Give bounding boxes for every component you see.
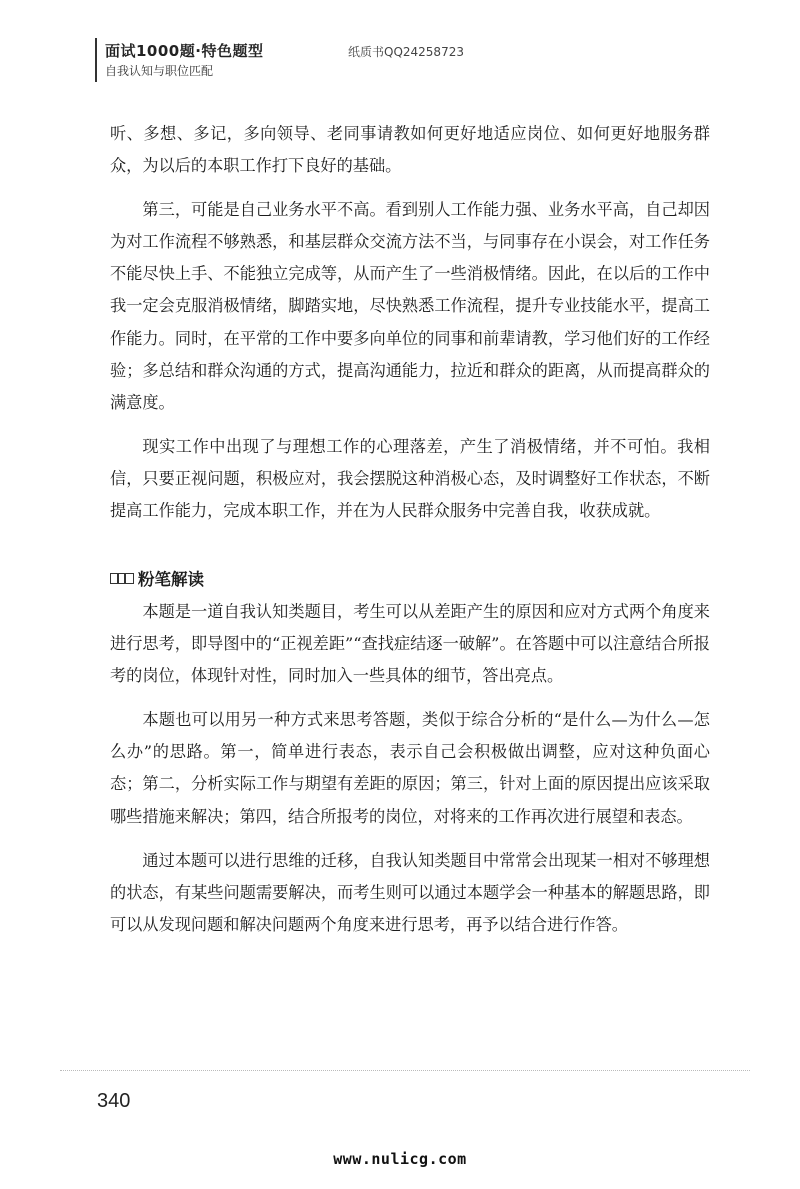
- paragraph: 本题也可以用另一种方式来思考答题，类似于综合分析的“是什么—为什么—怎么办”的思路。第一，简单进行表态，表示自己会积极做出调整，应对这种负面心态；第二，分析实际工作与期望有差距的原因；第三，针对上面的原因提出应该采取哪些措施来解决；第四，结合所报考的岗位，对将来的工作再次进行展望和表态。: [110, 710, 710, 826]
- footer-url: www.nulicg.com: [333, 1150, 467, 1168]
- paragraph: 通过本题可以进行思维的迁移，自我认知类题目中常常会出现某一相对不够理想的状态，有某些问题需要解决，而考生则可以通过本题学会一种基本的解题思路，即可以从发现问题和解决问题两个角度来进行思考，再予以结合进行作答。: [110, 850, 710, 934]
- chapter-title: 自我认知与职位匹配: [105, 64, 214, 78]
- paragraph: 第三，可能是自己业务水平不高。看到别人工作能力强、业务水平高，自己却因为对工作流程不够熟悉，和基层群众交流方法不当，与同事存在小误会，对工作任务不能尽快上手、不能独立完成等，从而产生了一些消极情绪。因此，在以后的工作中我一定会克服消极情绪，脚踏实地，尽快熟悉工作流程，提升专业技能水平，提高工作能力。同时，在平常的工作中要多向单位的同事和前辈请教，学习他们好的工作经验；多总结和群众沟通的方式，提高沟通能力，拉近和群众的距离，从而提高群众的满意度。: [110, 200, 710, 412]
- paragraph: 本题是一道自我认知类题目，考生可以从差距产生的原因和应对方式两个角度来进行思考，即导图中的“正视差距”“查找症结逐一破解”。在答题中可以注意结合所报考的岗位，体现针对性，同时加入一些具体的细节，答出亮点。: [110, 602, 710, 686]
- analysis-heading-label: 粉笔解读: [138, 570, 204, 589]
- paragraph: 现实工作中出现了与理想工作的心理落差，产生了消极情绪，并不可怕。我相信，只要正视问题，积极应对，我会摆脱这种消极心态，及时调整好工作状态，不断提高工作能力，完成本职工作，并在为人民群众服务中完善自我，收获成就。: [110, 436, 710, 521]
- header-rule: [95, 38, 97, 82]
- paragraph: 听、多想、多记，多向领导、老同事请教如何更好地适应岗位、如何更好地服务群众，为以后的本职工作打下良好的基础。: [110, 124, 710, 176]
- analysis-body: [110, 596, 710, 941]
- section-marker-icon: [110, 573, 134, 584]
- footer-divider: [60, 1070, 750, 1071]
- page-header: [95, 38, 695, 82]
- watermark-text: 纸质书QQ24258723: [348, 45, 464, 59]
- book-title: 面试1000题·特色题型: [105, 42, 264, 60]
- analysis-heading: [110, 565, 204, 591]
- answer-body: [110, 118, 710, 527]
- page-number: 340: [97, 1090, 131, 1112]
